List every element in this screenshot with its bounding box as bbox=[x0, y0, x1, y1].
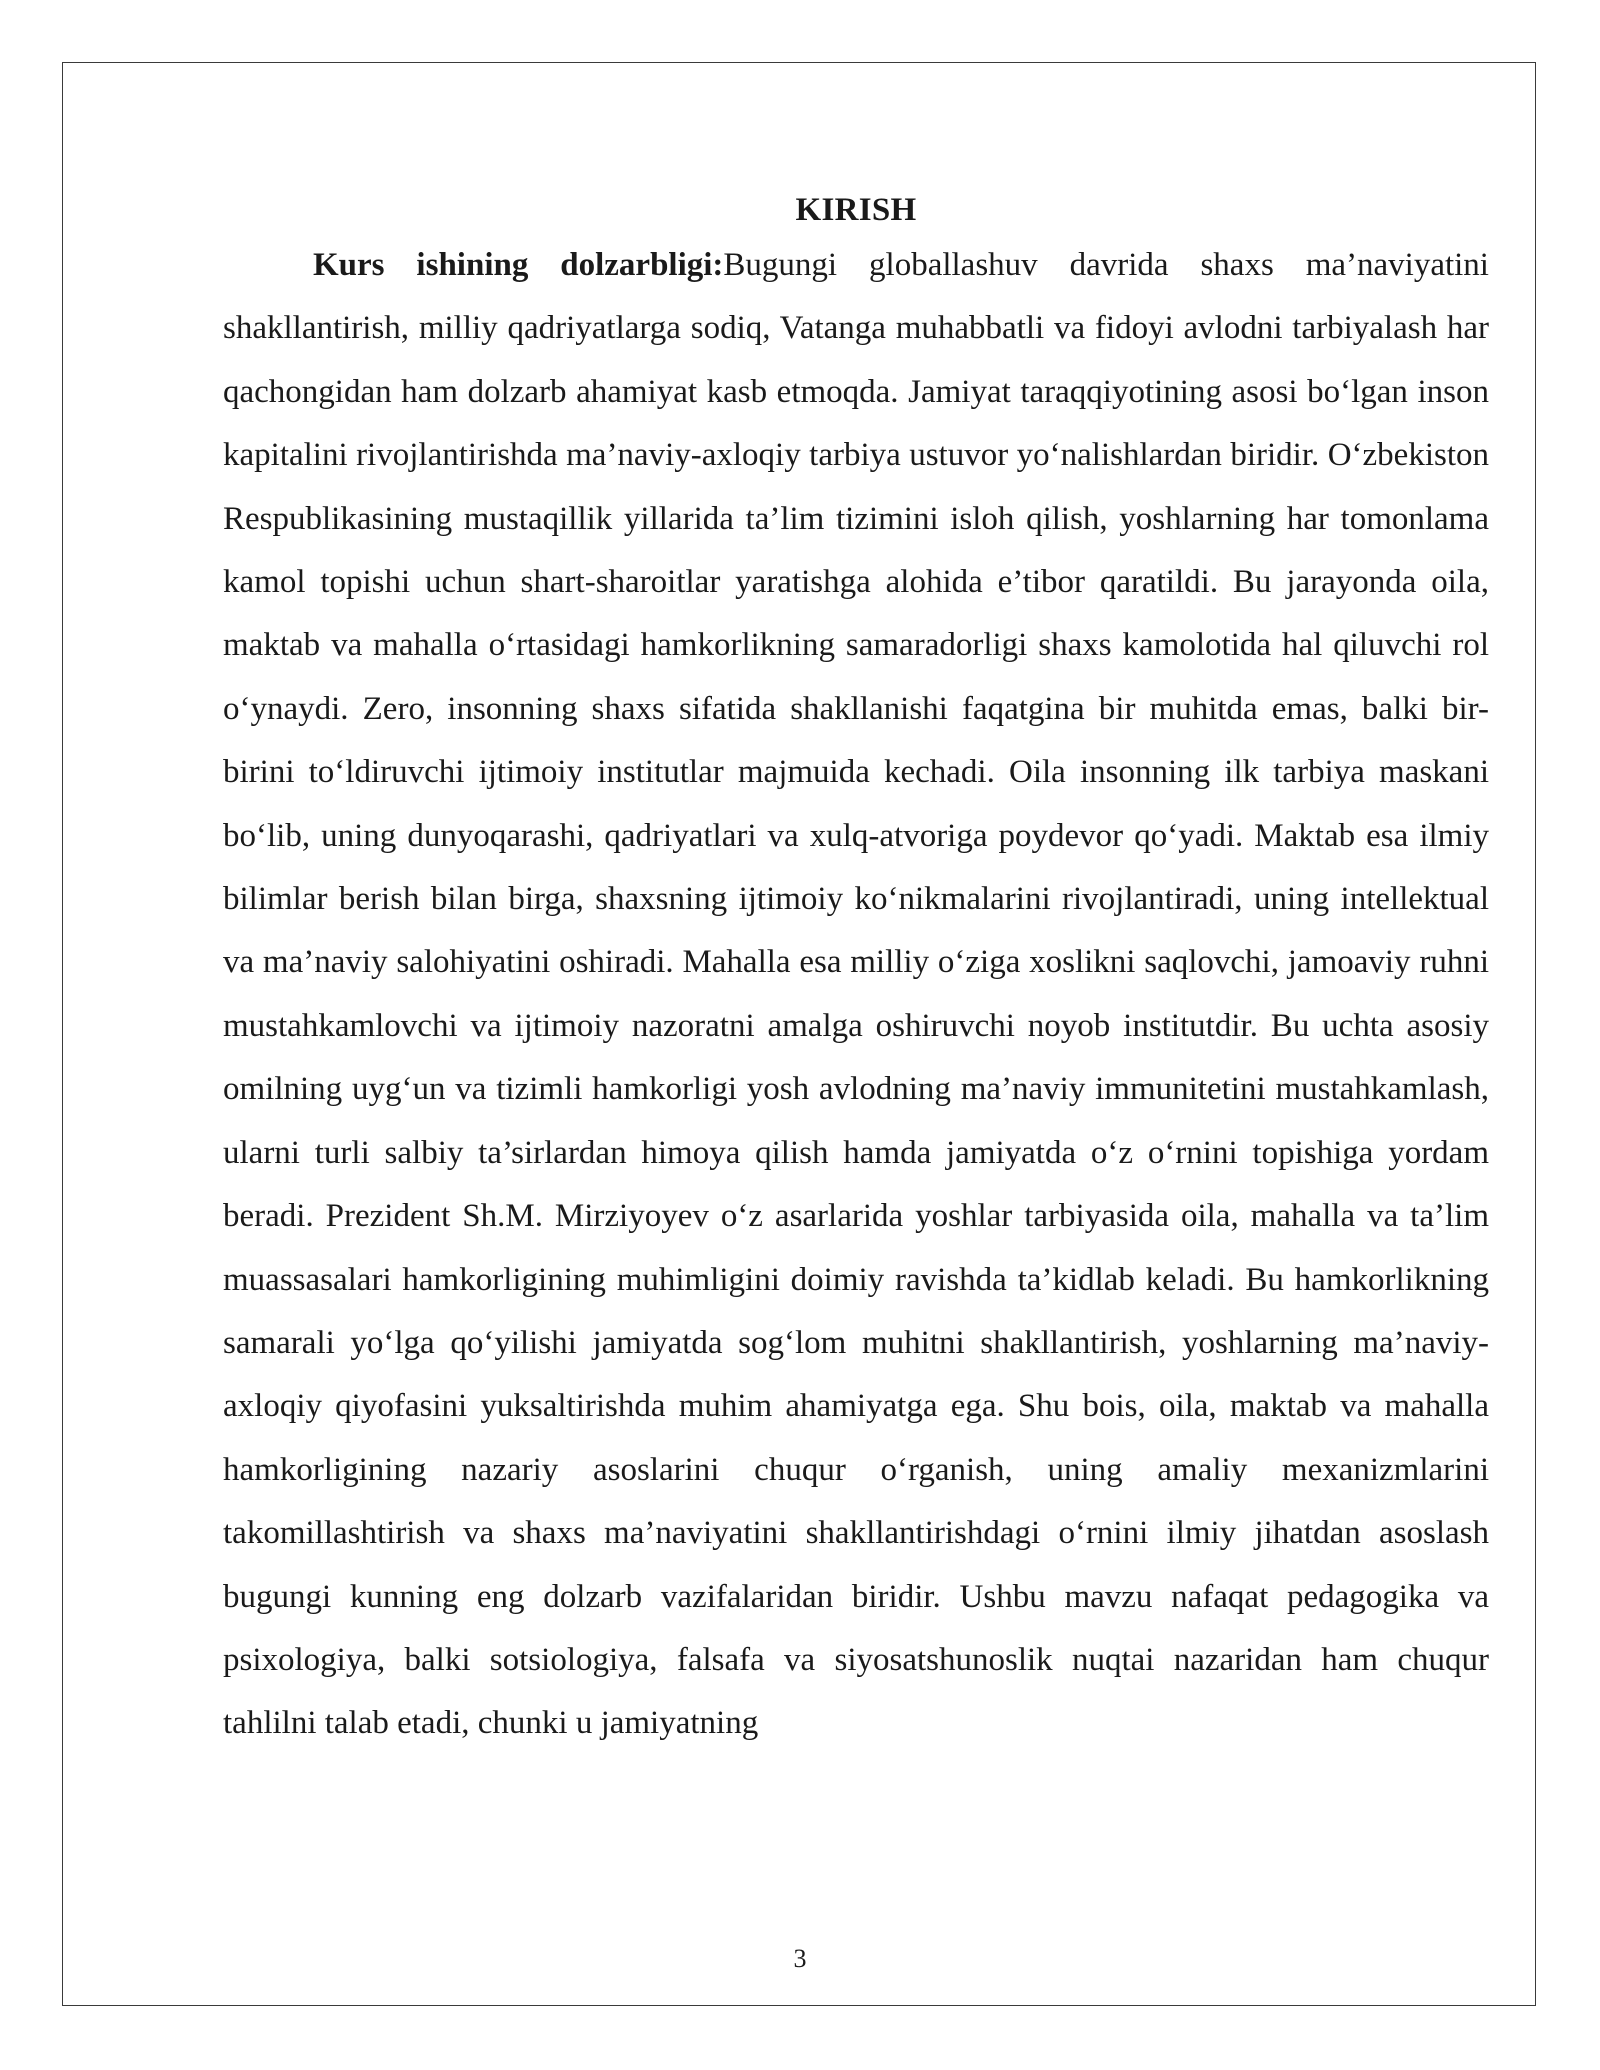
body-paragraph bbox=[223, 234, 1489, 1756]
page-number: 3 bbox=[793, 1944, 807, 1973]
document-body bbox=[223, 186, 1489, 1756]
section-heading: KIRISH bbox=[795, 192, 917, 228]
paragraph-lead: Kurs ishining dolzarbligi: bbox=[313, 247, 724, 283]
paragraph-text: Bugungi globallashuv davrida shaxs ma’naviyatini shakllantirish, milliy qadriyatlarga sodiq, Vatanga muhabbatli va fidoyi avlodni tarbiyalash har qachongidan ham dolzarb ahamiyat kasb etmoqda. Jamiyat taraqqiyotining asosi bo‘lgan inson kapitalini rivojlantirishda ma’naviy-axloqiy tarbiya ustuvor yo‘nalishlardan biridir. O‘zbekiston Respublikasining mustaqillik yillarida ta’lim tizimini isloh qilish, yoshlarning har tomonlama kamol topishi uchun shart-sharoitlar yaratishga alohida e’tibor qaratildi. Bu jarayonda oila, maktab va mahalla o‘rtasidagi hamkorlikning samaradorligi shaxs kamolotida hal qiluvchi rol o‘ynaydi. Zero, insonning shaxs sifatida shakllanishi faqatgina bir muhitda emas, balki bir-birini to‘ldiruvchi ijtimoiy institutlar majmuida kechadi. Oila insonning ilk tarbiya maskani bo‘lib, uning dunyoqarashi, qadriyatlari va xulq-atvoriga poydevor qo‘yadi. Maktab esa ilmiy bilimlar berish bilan birga, shaxsning ijtimoiy ko‘nikmalarini rivojlantiradi, uning intellektual va ma’naviy salohiyatini oshiradi. Mahalla esa milliy o‘ziga xoslikni saqlovchi, jamoaviy ruhni mustahkamlovchi va ijtimoiy nazoratni amalga oshiruvchi noyob institutdir. Bu uchta asosiy omilning uyg‘un va tizimli hamkorligi yosh avlodning ma’naviy immunitetini mustahkamlash, ularni turli salbiy ta’sirlardan himoya qilish hamda jamiyatda o‘z o‘rnini topishiga yordam beradi. Prezident Sh.M. Mirziyoyev o‘z asarlarida yoshlar tarbiyasida oila, mahalla va ta’lim muassasalari hamkorligining muhimligini doimiy ravishda ta’kidlab keladi. Bu hamkorlikning samarali yo‘lga qo‘yilishi jamiyatda sog‘lom muhitni shakllantirish, yoshlarning ma’naviy-axloqiy qiyofasini yuksaltirishda muhim ahamiyatga ega. Shu bois, oila, maktab va mahalla hamkorligining nazariy asoslarini chuqur o‘rganish, uning amaliy mexanizmlarini takomillashtirish va shaxs ma’naviyatini shakllantirishdagi o‘rnini ilmiy jihatdan asoslash bugungi kunning eng dolzarb vazifalaridan biridir. Ushbu mavzu nafaqat pedagogika va psixologiya, balki sotsiologiya, falsafa va siyosatshunoslik nuqtai nazaridan ham chuqur tahlilni talab etadi, chunki u jamiyatning bbox=[223, 247, 1489, 1742]
